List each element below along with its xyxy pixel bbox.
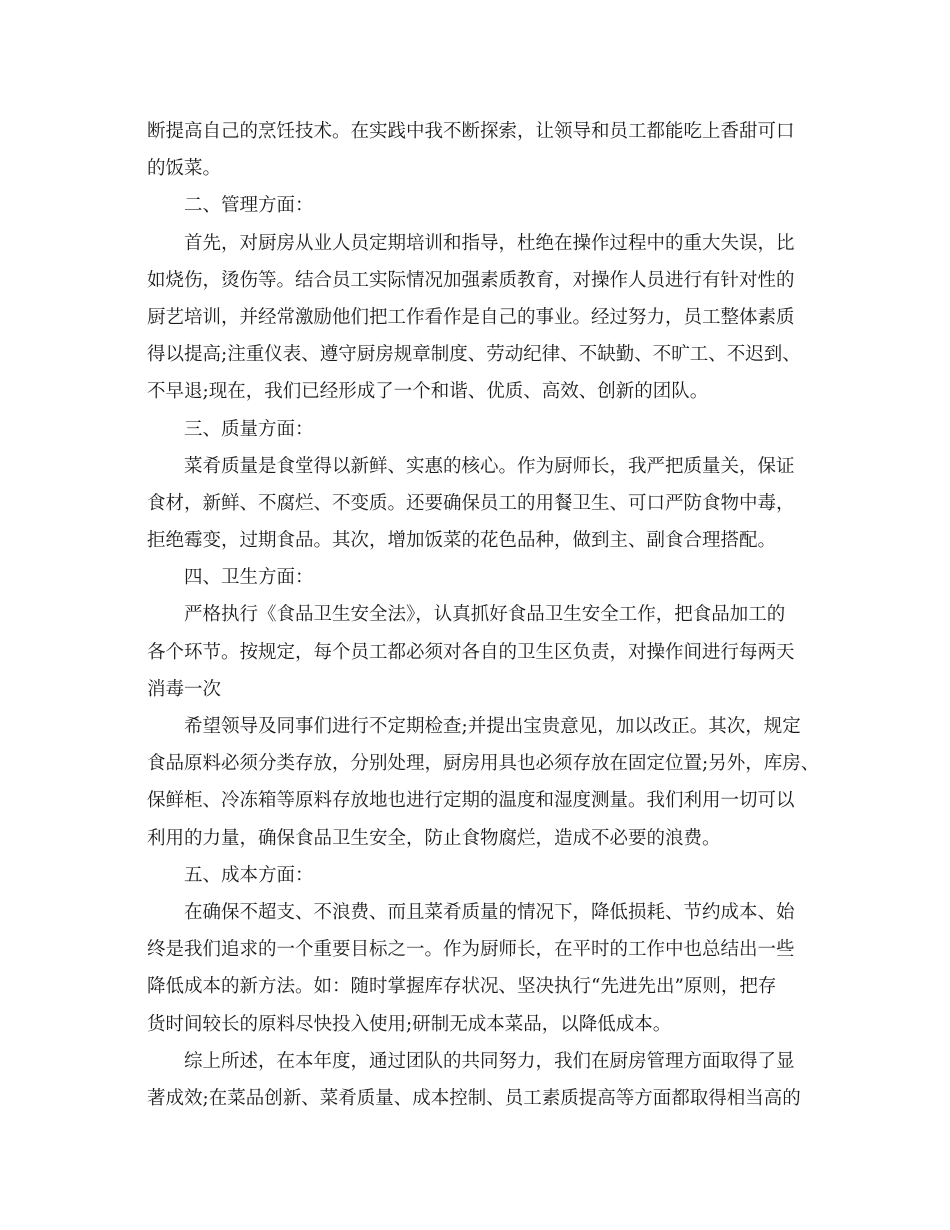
text-line: 厨艺培训，并经常激励他们把工作看作是自己的事业。经过努力，员工整体素质 [147,306,795,328]
text-line: 各个环节。按规定，每个员工都必须对各自的卫生区负责，对操作间进行每两天 [147,641,795,663]
text-line: 著成效;在菜品创新、菜肴质量、成本控制、员工素质提高等方面都取得相当高的 [147,1087,801,1109]
text-line: 降低成本的新方法。如：随时掌握库存状况、坚决执行“先进先出”原则，把存 [147,976,777,998]
text-line: 菜肴质量是食堂得以新鲜、实惠的核心。作为厨师长，我严把质量关，保证 [184,455,795,477]
text-line: 严格执行《食品卫生安全法》，认真抓好食品卫生安全工作，把食品加工的 [184,604,786,626]
text-line: 消毒一次 [147,678,222,700]
text-line: 货时间较长的原料尽快投入使用;研制无成本菜品，以降低成本。 [147,1013,672,1035]
text-line: 的饭菜。 [147,158,222,180]
section-heading: 二、管理方面： [184,195,314,217]
text-line: 首先，对厨房从业人员定期培训和指导，杜绝在操作过程中的重大失误，比 [184,232,795,254]
text-line: 食材，新鲜、不腐烂、不变质。还要确保员工的用餐卫生、可口严防食物中毒， [147,492,795,514]
text-line: 在确保不超支、不浪费、而且菜肴质量的情况下，降低损耗、节约成本、始 [184,901,795,923]
text-line: 综上所述，在本年度，通过团队的共同努力，我们在厨房管理方面取得了显 [184,1050,795,1072]
text-line: 利用的力量，确保食品卫生安全，防止食物腐烂，造成不必要的浪费。 [147,827,721,849]
text-line: 食品原料必须分类存放，分别处理，厨房用具也必须存放在固定位置;另外，库房、 [147,753,820,775]
text-line: 保鲜柜、冷冻箱等原料存放地也进行定期的温度和湿度测量。我们利用一切可以 [147,790,795,812]
section-heading: 五、成本方面： [184,864,314,886]
document-body [147,113,820,1117]
section-heading: 三、质量方面： [184,418,314,440]
section-heading: 四、卫生方面： [184,567,314,589]
text-line: 希望领导及同事们进行不定期检查;并提出宝贵意见，加以改正。其次，规定 [184,716,801,737]
text-line: 不早退;现在，我们已经形成了一个和谐、优质、高效、创新的团队。 [147,381,709,403]
text-line: 如烧伤，烫伤等。结合员工实际情况加强素质教育，对操作人员进行有针对性的 [147,269,795,291]
text-line: 断提高自己的烹饪技术。在实践中我不断探索，让领导和员工都能吃上香甜可口 [147,121,795,142]
text-line: 拒绝霉变，过期食品。其次，增加饭菜的花色品种，做到主、副食合理搭配。 [147,530,777,552]
text-line: 终是我们追求的一个重要目标之一。作为厨师长，在平时的工作中也总结出一些 [147,939,795,961]
text-line: 得以提高;注重仪表、遵守厨房规章制度、劳动纪律、不缺勤、不旷工、不迟到、 [147,344,801,366]
